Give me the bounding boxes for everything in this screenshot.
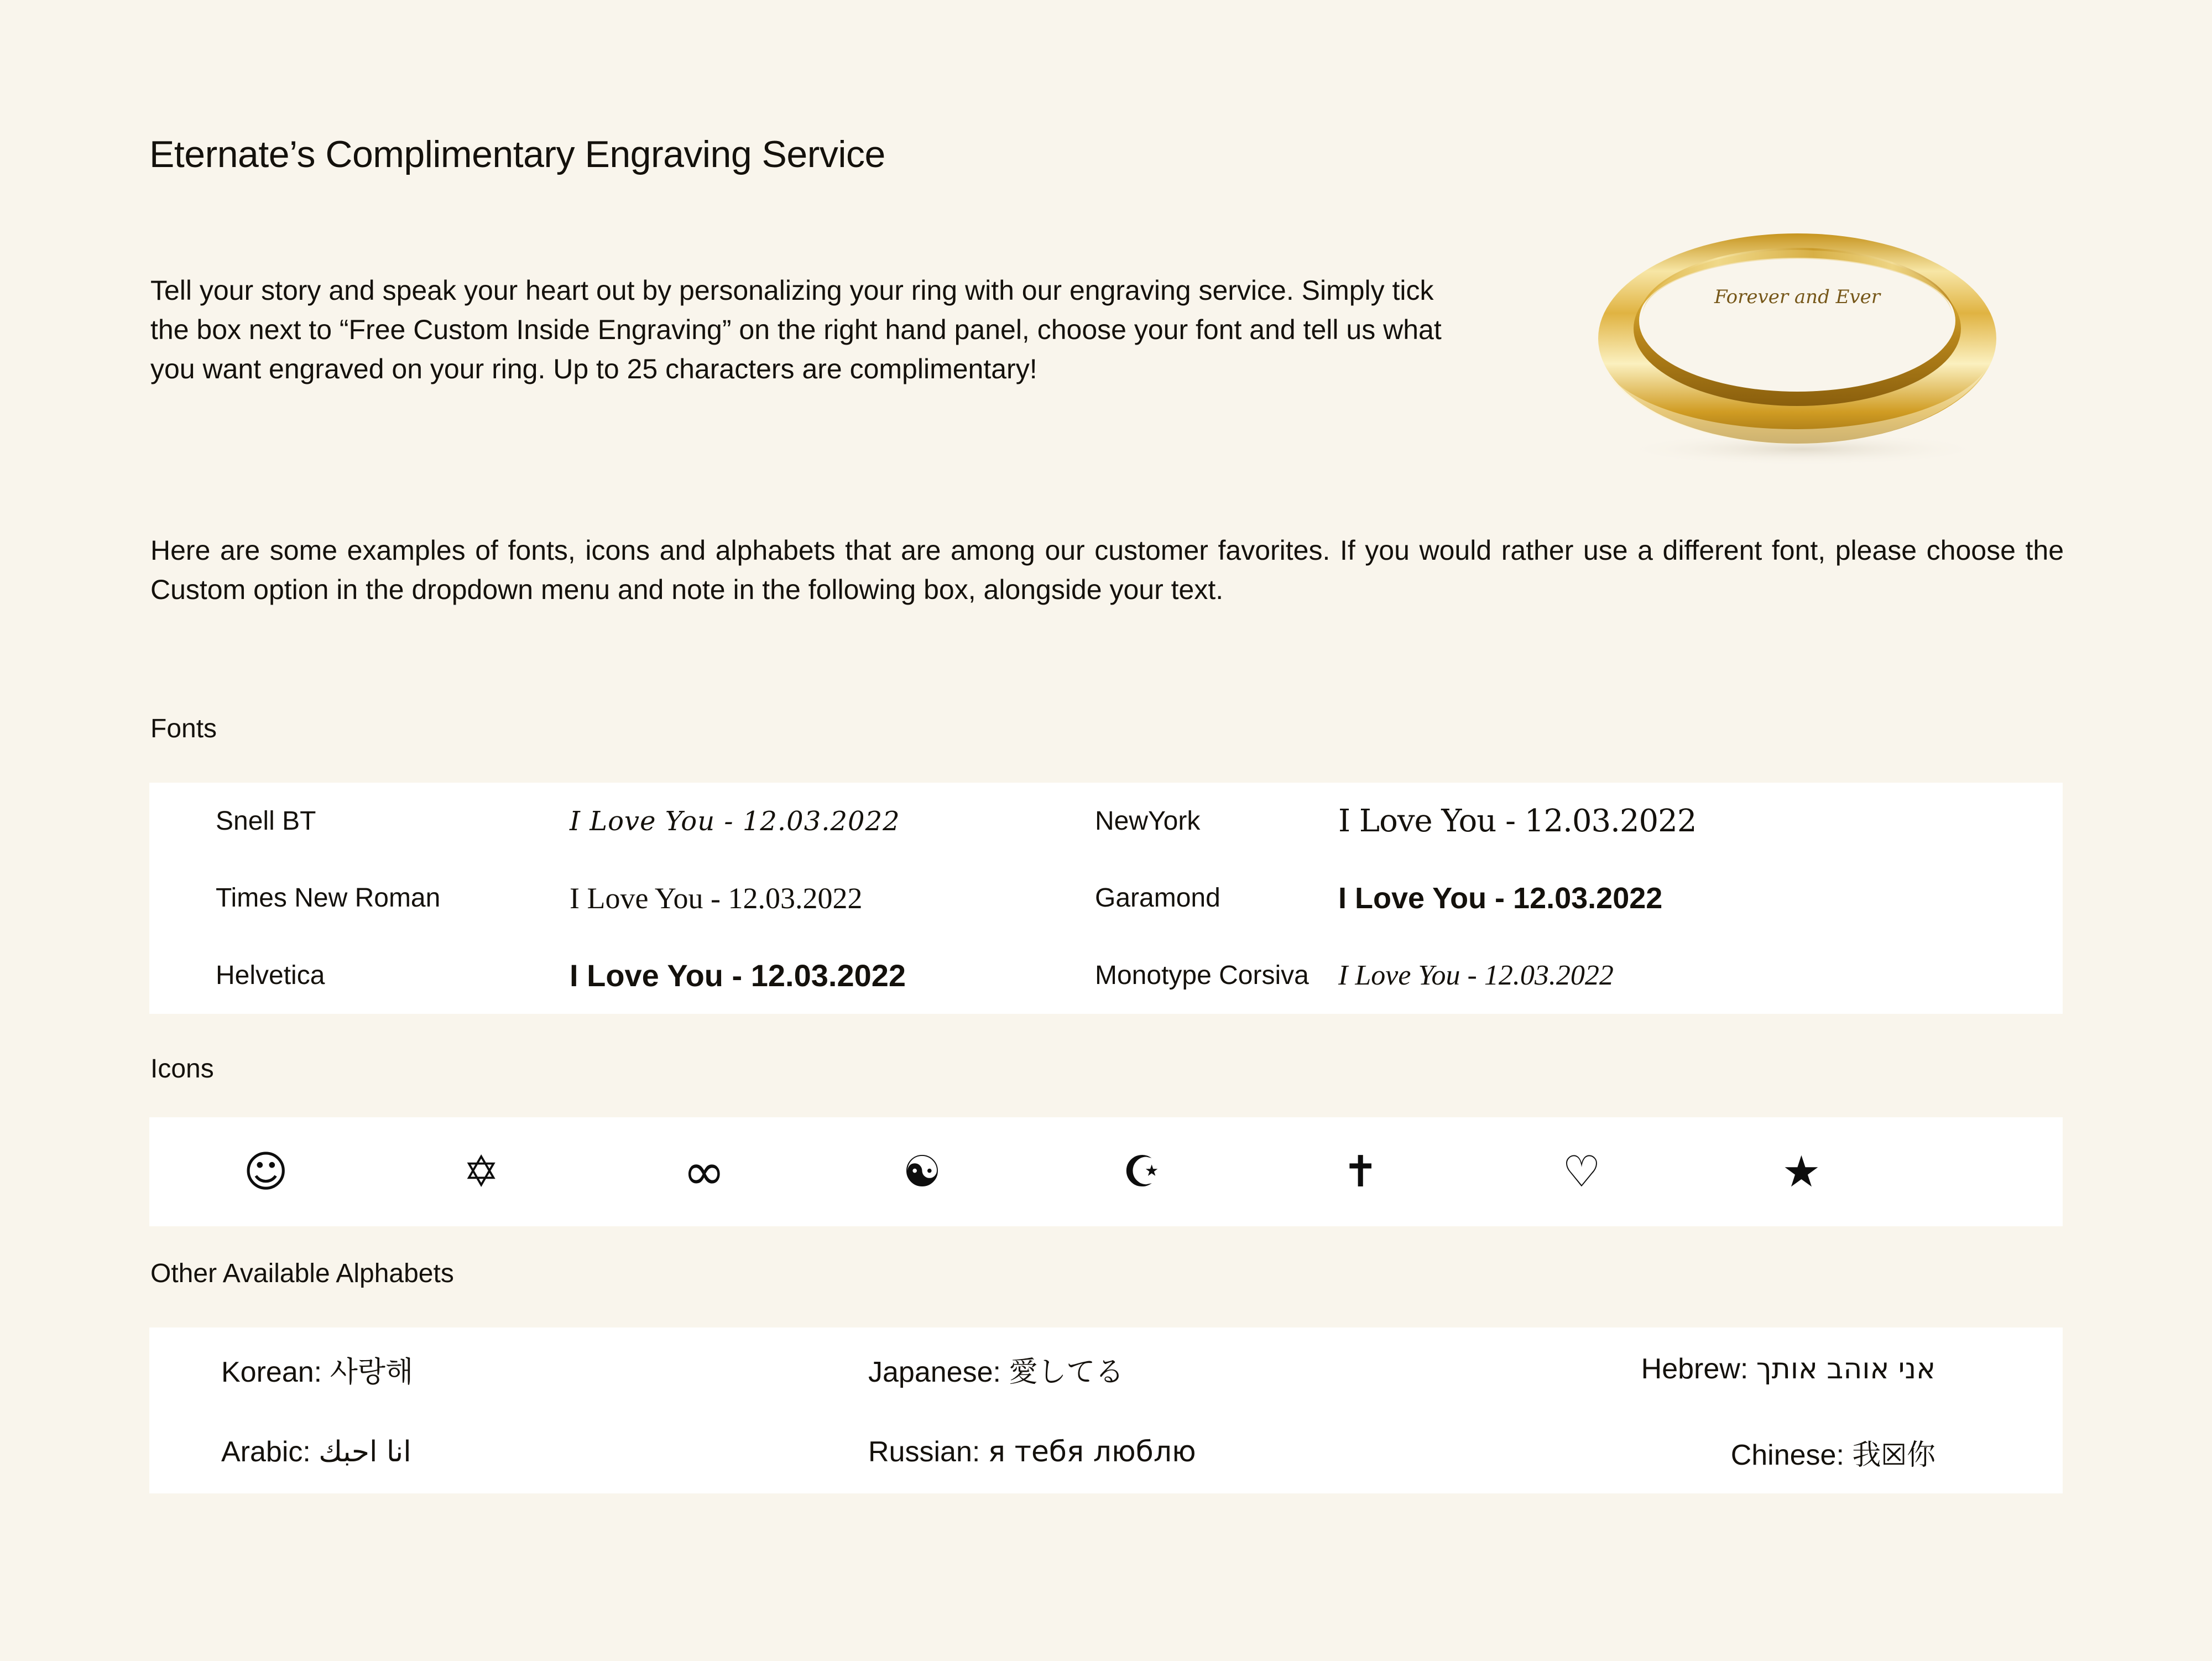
ring-illustration — [1537, 210, 2063, 470]
alphabet-arabic — [221, 1435, 863, 1469]
alphabet-russian-label: Russian: — [868, 1436, 988, 1468]
font-name-monotype-corsiva: Monotype Corsiva — [1095, 960, 1309, 990]
star-and-crescent-icon: ☪ — [1123, 1147, 1161, 1197]
alphabets-grid — [149, 1327, 2063, 1493]
alphabet-japanese-text: 愛してる — [1009, 1355, 1124, 1389]
alphabet-chinese — [1731, 1431, 2063, 1473]
font-name-helvetica: Helvetica — [216, 960, 325, 990]
section-label-icons: Icons — [150, 1054, 214, 1084]
infinity-icon: ∞ — [683, 1142, 726, 1201]
alphabet-arabic-label: Arabic: — [221, 1436, 319, 1468]
section-label-fonts: Fonts — [150, 714, 217, 743]
smiley-face-icon: ☺ — [243, 1147, 289, 1197]
alphabet-japanese-label: Japanese: — [868, 1356, 1009, 1388]
font-name-newyork: NewYork — [1095, 806, 1201, 836]
font-sample-garamond: I Love You - 12.03.2022 — [1338, 881, 1663, 915]
alphabet-korean-label: Korean: — [221, 1356, 330, 1388]
alphabet-hebrew-label: Hebrew: — [1641, 1353, 1756, 1385]
font-name-times-new-roman: Times New Roman — [216, 883, 441, 913]
font-sample-times-new-roman: I Love You - 12.03.2022 — [570, 881, 863, 915]
cross-icon: ✝ — [1342, 1147, 1379, 1197]
star-of-david-icon: ✡ — [463, 1147, 499, 1197]
font-name-snell-bt: Snell BT — [216, 806, 316, 836]
alphabet-chinese-text: 我☒你 — [1852, 1438, 1936, 1472]
intro-paragraph-2: Here are some examples of fonts, icons and alphabets that are among our customer favorites. If you would rather use a different font, please choose the Custom option in the dropdown menu and note in the following box, alongside your text. — [150, 535, 2064, 605]
font-sample-snell-bt: I Love You - 12.03.2022 — [570, 805, 900, 837]
heart-outline-icon: ♡ — [1562, 1147, 1601, 1197]
star-filled-icon: ★ — [1782, 1147, 1821, 1197]
page-title: Eternate’s Complimentary Engraving Service — [149, 133, 885, 175]
alphabet-hebrew-text: אני אוהב אותך — [1756, 1352, 1936, 1386]
alphabet-japanese — [863, 1348, 1521, 1390]
font-name-garamond: Garamond — [1095, 883, 1220, 913]
icons-row — [149, 1117, 2063, 1226]
engraved-ring-image — [1537, 210, 2063, 470]
icons-panel — [149, 1117, 2063, 1226]
section-label-alphabets: Other Available Alphabets — [150, 1259, 454, 1288]
fonts-panel — [149, 783, 2063, 1014]
font-sample-helvetica: I Love You - 12.03.2022 — [570, 957, 906, 993]
alphabet-korean — [221, 1348, 863, 1390]
yin-yang-icon: ☯ — [902, 1147, 942, 1197]
alphabet-korean-text: 사랑해 — [330, 1355, 414, 1389]
alphabet-russian-text: я тебя люблю — [988, 1435, 1196, 1469]
alphabet-russian — [863, 1435, 1521, 1469]
fonts-grid — [149, 783, 2063, 1014]
alphabet-chinese-label: Chinese: — [1730, 1439, 1853, 1471]
font-sample-monotype-corsiva: I Love You - 12.03.2022 — [1338, 959, 1614, 991]
intro-paragraph-1: Tell your story and speak your heart out by personalizing your ring with our engraving service. Simply tick the box next to “Free Custom Inside Engraving” on the right hand panel, choose your font and tell us what you want engraved on your ring. Up to 25 characters are complimentary! — [150, 275, 1442, 384]
alphabet-arabic-text: انا احبك — [319, 1435, 411, 1469]
font-sample-newyork: I Love You - 12.03.2022 — [1338, 803, 1697, 840]
alphabets-panel — [149, 1327, 2063, 1493]
alphabet-hebrew — [1641, 1352, 2063, 1386]
ring-engraved-text: Forever and Ever — [1714, 286, 1881, 308]
